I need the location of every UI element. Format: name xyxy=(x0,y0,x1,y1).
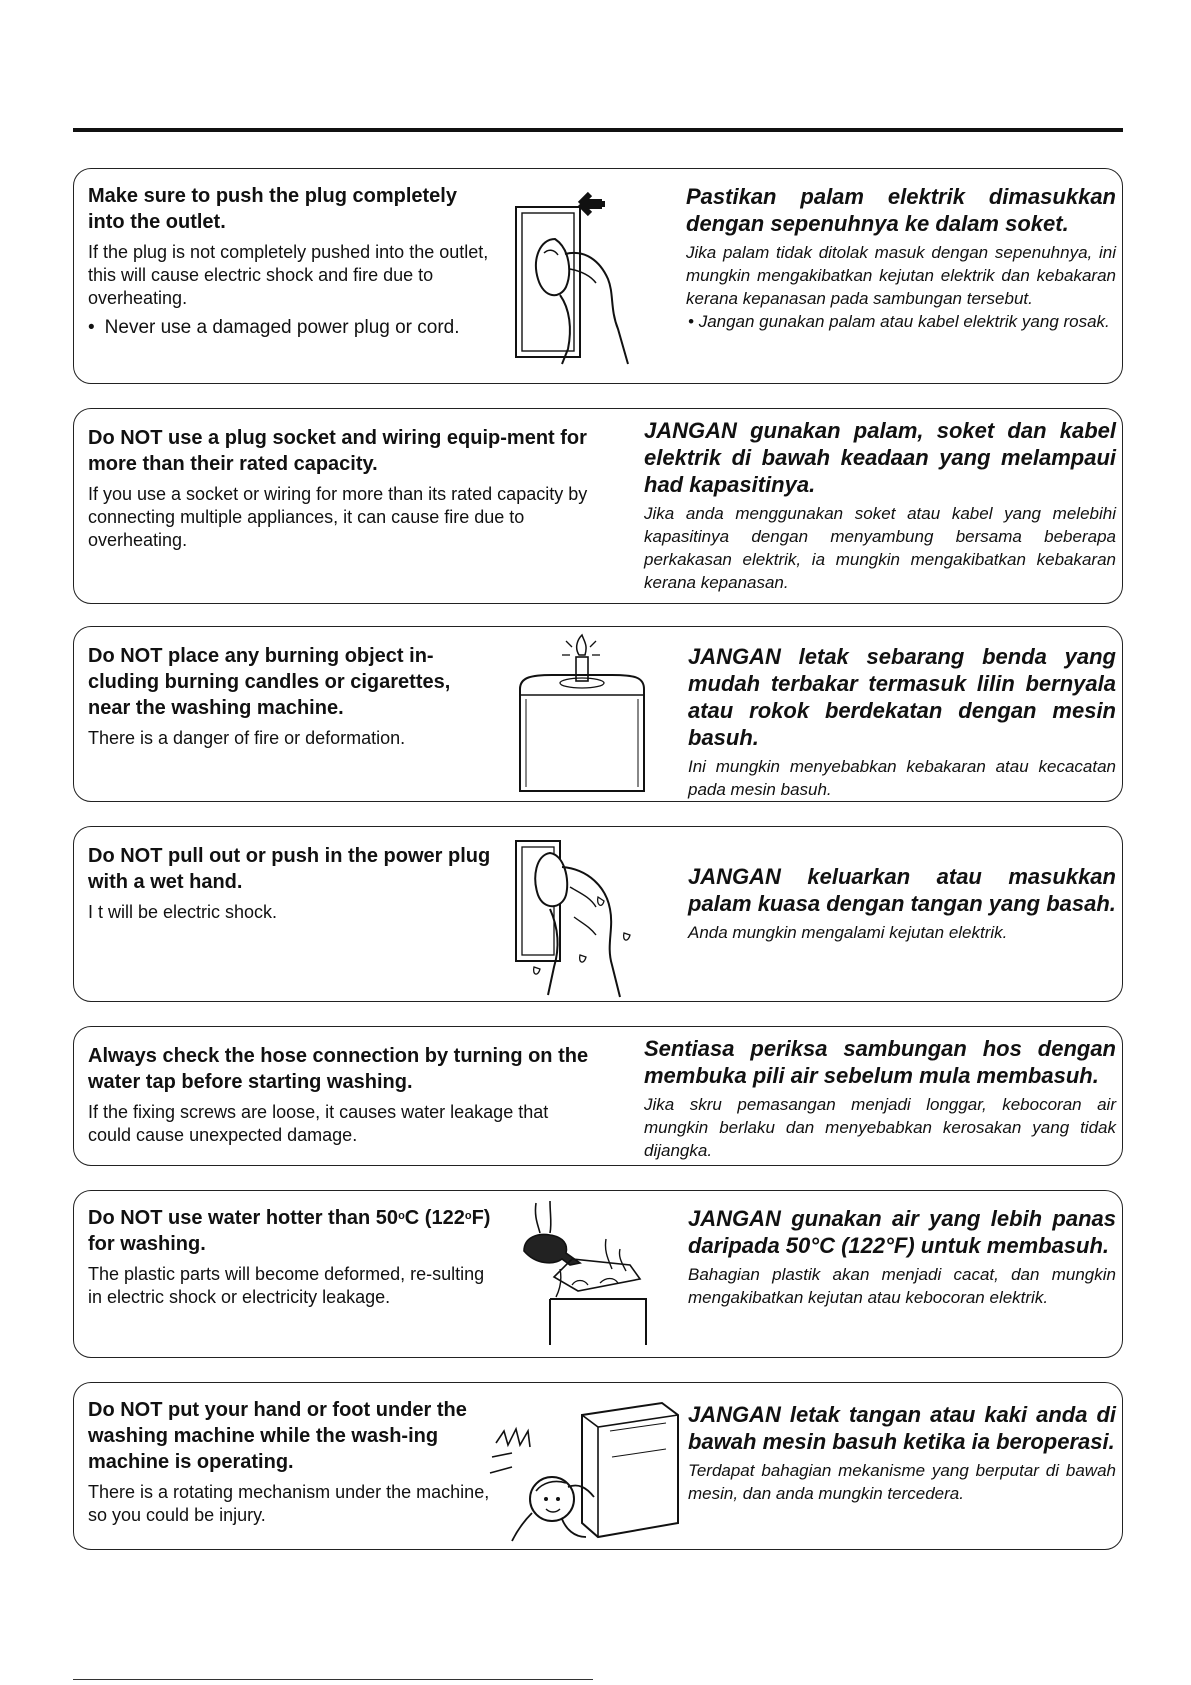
my-bullet: • Jangan gunakan palam atau kabel elektrik yang rosak. xyxy=(688,312,1110,331)
en-title: Do NOT place any burning object in-cluding burning candles or cigarettes, near the washing machine. xyxy=(88,645,451,719)
my-body: Ini mungkin menyebabkan kebakaran atau kecacatan pada mesin basuh. xyxy=(688,757,1116,799)
hot-water-kettle-icon xyxy=(510,1199,660,1349)
en-title: Make sure to push the plug completely into the outlet. xyxy=(88,185,457,233)
my-title: JANGAN gunakan air yang lebih panas daripada 50°C (122°F) untuk membasuh. xyxy=(688,1206,1116,1258)
candle-on-machine-icon xyxy=(512,633,662,798)
warning-panel-hand-under-machine xyxy=(73,1382,1123,1550)
wet-hand-plug-icon xyxy=(510,837,660,1002)
plug-push-hand-icon xyxy=(510,179,690,369)
en-body: There is a rotating mechanism under the machine, so you could be injury. xyxy=(88,1482,490,1525)
my-title: Sentiasa periksa sambungan hos dengan membuka pili air sebelum mula membasuh. xyxy=(644,1036,1116,1088)
en-body: I t will be electric shock. xyxy=(88,902,278,922)
my-title: JANGAN keluarkan atau masukkan palam kuasa dengan tangan yang basah. xyxy=(688,864,1116,916)
en-title: Do NOT put your hand or foot under the washing machine while the wash-ing machine is operating. xyxy=(88,1399,467,1473)
header-rule xyxy=(73,128,1123,132)
en-body: The plastic parts will become deformed, re-sulting in electric shock or electricity leakage. xyxy=(88,1264,485,1307)
en-body: There is a danger of fire or deformation. xyxy=(88,728,406,748)
en-body: If the fixing screws are loose, it causes water leakage that could cause unexpected damage. xyxy=(88,1102,549,1145)
my-body: Jika palam tidak ditolak masuk dengan sepenuhnya, ini mungkin mengakibatkan kejutan elektrik dan kebakaran kerana kepanasan pada sambungan tersebut. xyxy=(686,243,1116,308)
my-title: JANGAN letak sebarang benda yang mudah terbakar termasuk lilin bernyala atau rokok berdekatan dengan mesin basuh. xyxy=(688,644,1116,750)
en-title: Do NOT use water hotter than 50$^o$C (122$^o$F) for washing. xyxy=(88,1207,491,1255)
warning-panel-hose xyxy=(73,1026,1123,1166)
my-body: Jika skru pemasangan menjadi longgar, kebocoran air mungkin berlaku dan menyebabkan kerosakan yang tidak dijangka. xyxy=(644,1095,1116,1160)
warning-panel-hot-water xyxy=(73,1190,1123,1358)
hand-under-machine-icon xyxy=(482,1387,682,1547)
warning-panel-capacity xyxy=(73,408,1123,604)
my-title: JANGAN letak tangan atau kaki anda di bawah mesin basuh ketika ia beroperasi. xyxy=(688,1402,1116,1454)
warning-panel-burning-object xyxy=(73,626,1123,802)
en-title: Always check the hose connection by turning on the water tap before starting washing. xyxy=(88,1045,589,1093)
en-title: Do NOT use a plug socket and wiring equip-ment for more than their rated capacity. xyxy=(88,427,587,475)
warning-panel-wet-hand xyxy=(73,826,1123,1002)
my-body: Bahagian plastik akan menjadi cacat, dan mungkin mengakibatkan kejutan atau kebocoran elektrik. xyxy=(688,1265,1116,1307)
en-title: Do NOT pull out or push in the power plug with a wet hand. xyxy=(88,845,491,893)
en-body: If the plug is not completely pushed into the outlet, this will cause electric shock and fire due to overheating. xyxy=(88,242,489,308)
en-bullet: • Never use a damaged power plug or cord. xyxy=(88,317,460,338)
my-title: Pastikan palam elektrik dimasukkan dengan sepenuhnya ke dalam soket. xyxy=(686,184,1116,236)
my-body: Jika anda menggunakan soket atau kabel yang melebihi kapasitinya dengan menyambung bersama beberapa perkakasan elektrik, ia mungkin mengakibatkan kebakaran kerana kepanasan. xyxy=(644,504,1116,592)
my-title: JANGAN gunakan palam, soket dan kabel elektrik di bawah keadaan yang melampaui had kapasitinya. xyxy=(644,418,1116,497)
en-body: If you use a socket or wiring for more than its rated capacity by connecting multiple appliances, it can cause fire due to overheating. xyxy=(88,484,588,550)
my-body: Terdapat bahagian mekanisme yang berputar di bawah mesin, dan anda mungkin tercedera. xyxy=(688,1461,1116,1503)
footer-rule xyxy=(73,1679,593,1680)
warning-panel-plug xyxy=(73,168,1123,384)
my-body: Anda mungkin mengalami kejutan elektrik. xyxy=(688,923,1008,942)
